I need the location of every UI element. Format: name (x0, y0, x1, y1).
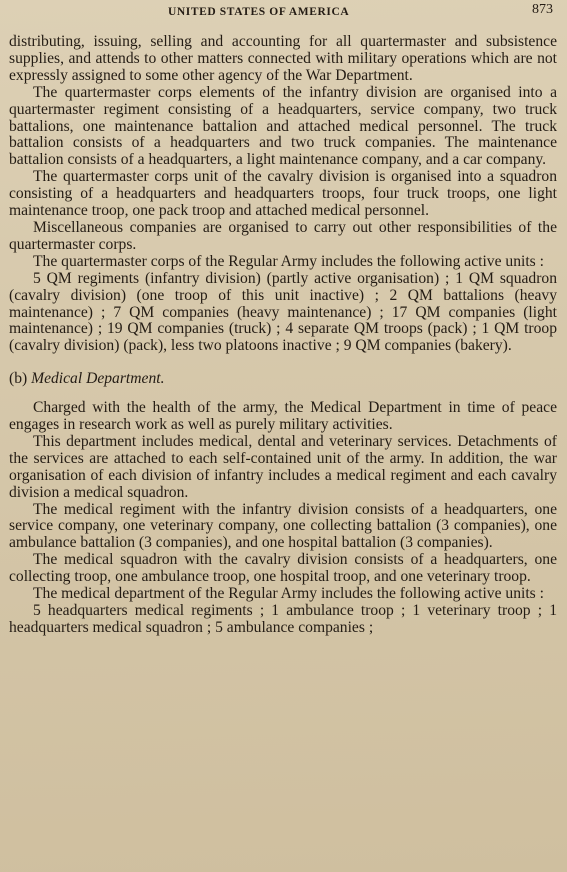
page-body (9, 34, 557, 637)
unit-list-paragraph: 5 headquarters medical regiments ; 1 ambulance troop ; 1 veterinary troop ; 1 headquarters medical squadron ; 5 ambulance companies ; (9, 602, 557, 636)
paragraph: The quartermaster corps of the Regular Army includes the following active units : (33, 252, 544, 270)
paragraph: The medical regiment with the infantry division consists of a headquarters, one service company, one veterinary company, one collecting battalion (3 companies), one ambulance battalion (3 companies), and one hospital battalion (3 companies). (9, 500, 557, 552)
paragraph: distributing, issuing, selling and accounting for all quartermaster and subsistence supplies, and attends to other matters connected with military operations which are not expressly assigned to some other agency of the War Department. (9, 33, 557, 84)
section-heading (9, 371, 557, 388)
unit-list-paragraph: 5 QM regiments (infantry division) (partly active organisation) ; 1 QM squadron (cavalry division) (one troop of this unit inactive) ; 2 QM battalions (heavy maintenance) ; 7 QM companies (heavy maintenance) ; 17 QM companies (light maintenance) ; 19 QM companies (truck) ; 4 separate QM troops (pack) ; 1 QM troop (cavalry division) (pack), less two platoons inactive ; 9 QM companies (bakery). (9, 269, 557, 355)
paragraph: The quartermaster corps elements of the infantry division are organised into a quartermaster regiment consisting of a headquarters, service company, two truck battalions, one maintenance battalion and attached medical personnel. The truck battalion consists of a headquarters and two truck companies. The maintenance battalion consists of a headquarters, a light maintenance company, and a car company. (9, 83, 557, 169)
paragraph: This department includes medical, dental and veterinary services. Detachments of the services are attached to each self-contained unit of the army. In addition, the war organisation of each division of infantry includes a medical regiment and each cavalry division a medical squadron. (9, 432, 557, 501)
paragraph: The medical department of the Regular Army includes the following active units : (33, 585, 544, 603)
running-head: UNITED STATES OF AMERICA (168, 6, 350, 18)
paragraph: The medical squadron with the cavalry division consists of a headquarters, one collecting troop, one ambulance troop, one hospital troop, and one veterinary troop. (9, 551, 557, 586)
page-number: 873 (532, 2, 553, 17)
section-marker: (b) (9, 370, 28, 388)
paragraph: Miscellaneous companies are organised to carry out other responsibilities of the quartermaster corps. (9, 218, 557, 253)
paragraph: The quartermaster corps unit of the cavalry division is organised into a squadron consisting of a headquarters and headquarters troops, four truck troops, one light maintenance troop, one pack troop and attached medical personnel. (9, 168, 557, 220)
section-title: Medical Department. (31, 370, 165, 388)
paragraph: Charged with the health of the army, the Medical Department in time of peace engages in research work as well as purely military activities. (9, 399, 557, 434)
